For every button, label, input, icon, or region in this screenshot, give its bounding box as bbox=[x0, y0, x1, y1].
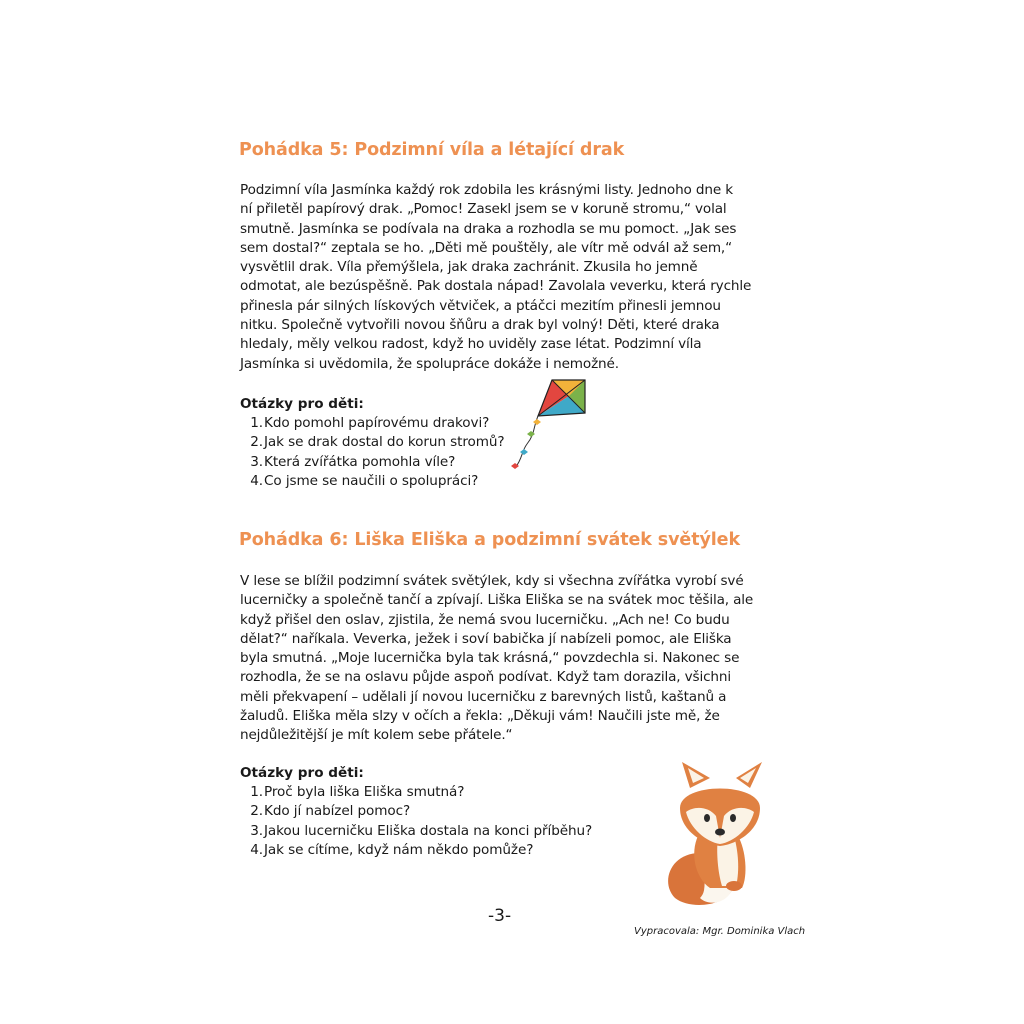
question-text: Která zvířátka pomohla víle? bbox=[264, 453, 456, 470]
page-number: -3- bbox=[488, 906, 512, 926]
question-text: Kdo jí nabízel pomoc? bbox=[264, 803, 411, 820]
question-item bbox=[248, 802, 592, 821]
question-number: 3. bbox=[250, 453, 263, 470]
text-line: rozhodla, že se na oslavu půjde aspoň podívat. Když tam dorazila, všichni bbox=[240, 669, 731, 686]
text-line: dělat?“ naříkala. Veverka, ježek i soví babička jí nabízeli pomoc, ale Eliška bbox=[240, 630, 732, 647]
question-number: 1. bbox=[250, 415, 263, 431]
story6-title: Pohádka 6: Liška Eliška a podzimní svátek světýlek bbox=[239, 530, 740, 550]
question-text: Jak se drak dostal do korun stromů? bbox=[264, 434, 505, 451]
question-item bbox=[248, 433, 505, 452]
question-number: 4. bbox=[250, 841, 263, 858]
text-line: sem dostal?“ zeptala se ho. „Děti mě pouštěly, ale vítr mě odvál až sem,“ bbox=[240, 239, 732, 256]
story6-text bbox=[240, 572, 780, 746]
text-line: odmotat, ale bezúspěšně. Pak dostala nápad! Zavolala veverku, která rychle bbox=[240, 278, 752, 295]
question-item bbox=[248, 822, 592, 841]
fox-icon bbox=[660, 758, 780, 908]
question-number: 2. bbox=[250, 803, 263, 820]
text-line: nitku. Společně vytvořili novou šňůru a drak byl volný! Děti, které draka bbox=[240, 317, 720, 334]
question-number: 3. bbox=[250, 822, 263, 839]
question-item bbox=[248, 841, 592, 860]
question-item bbox=[248, 453, 505, 472]
text-line: hledaly, měly velkou radost, když ho uviděly zase létat. Podzimní víla bbox=[240, 336, 702, 353]
text-line: přinesla pár silných lískových větviček, a ptáčci mezitím přinesli jemnou bbox=[240, 297, 721, 314]
text-line: byla smutná. „Moje lucernička byla tak krásná,“ povzdechla si. Nakonec se bbox=[240, 650, 740, 667]
question-text: Co jsme se naučili o spolupráci? bbox=[264, 472, 479, 489]
question-number: 1. bbox=[250, 784, 263, 800]
text-line: ní přiletěl papírový drak. „Pomoc! Zasekl jsem se v koruně stromu,“ volal bbox=[240, 201, 727, 218]
question-number: 4. bbox=[250, 472, 263, 489]
text-line: vysvětlil drak. Víla přemýšlela, jak draka zachránit. Zkusila ho jemně bbox=[240, 259, 698, 276]
text-line: Podzimní víla Jasmínka každý rok zdobila les krásnými listy. Jednoho dne k bbox=[240, 182, 733, 198]
text-line: lucerničky a společně tančí a zpívají. Liška Eliška se na svátek moc těšila, ale bbox=[240, 592, 754, 609]
author-credit: Vypracovala: Mgr. Dominika Vlach bbox=[634, 926, 806, 937]
text-line: měli překvapení – udělali jí novou lucerničku z barevných listů, kaštanů a bbox=[240, 688, 727, 705]
story5-title: Pohádka 5: Podzimní víla a létající drak bbox=[239, 140, 625, 160]
question-text: Proč byla liška Eliška smutná? bbox=[264, 784, 465, 800]
question-item bbox=[248, 414, 505, 433]
question-number: 2. bbox=[250, 434, 263, 451]
question-text: Kdo pomohl papírovému drakovi? bbox=[264, 415, 490, 431]
text-line: Jasmínka si uvědomila, že spolupráce dokáže i nemožné. bbox=[240, 355, 619, 372]
text-line: když přišel den oslav, zjistila, že nemá svou lucerničku. „Ach ne! Co budu bbox=[240, 611, 730, 628]
text-line: žaludů. Eliška měla slzy v očích a řekla: „Děkuji vám! Naučili jste mě, že bbox=[240, 708, 720, 725]
kite-icon bbox=[505, 378, 590, 476]
story6-questions-title: Otázky pro děti: bbox=[240, 765, 364, 781]
text-line: nejdůležitější je mít kolem sebe přátele.“ bbox=[240, 727, 513, 744]
question-item bbox=[248, 783, 592, 802]
story5-text bbox=[240, 181, 780, 374]
story6-questions-list bbox=[248, 783, 592, 860]
question-text: Jakou lucerničku Eliška dostala na konci příběhu? bbox=[264, 822, 593, 839]
question-item bbox=[248, 472, 505, 491]
question-text: Jak se cítíme, když nám někdo pomůže? bbox=[264, 841, 534, 858]
story5-questions-title: Otázky pro děti: bbox=[240, 396, 364, 412]
text-line: smutně. Jasmínka se podívala na draka a rozhodla se mu pomoct. „Jak ses bbox=[240, 220, 737, 237]
text-line: V lese se blížil podzimní svátek světýlek, kdy si všechna zvířátka vyrobí své bbox=[240, 573, 744, 589]
story5-questions-list bbox=[248, 414, 505, 491]
